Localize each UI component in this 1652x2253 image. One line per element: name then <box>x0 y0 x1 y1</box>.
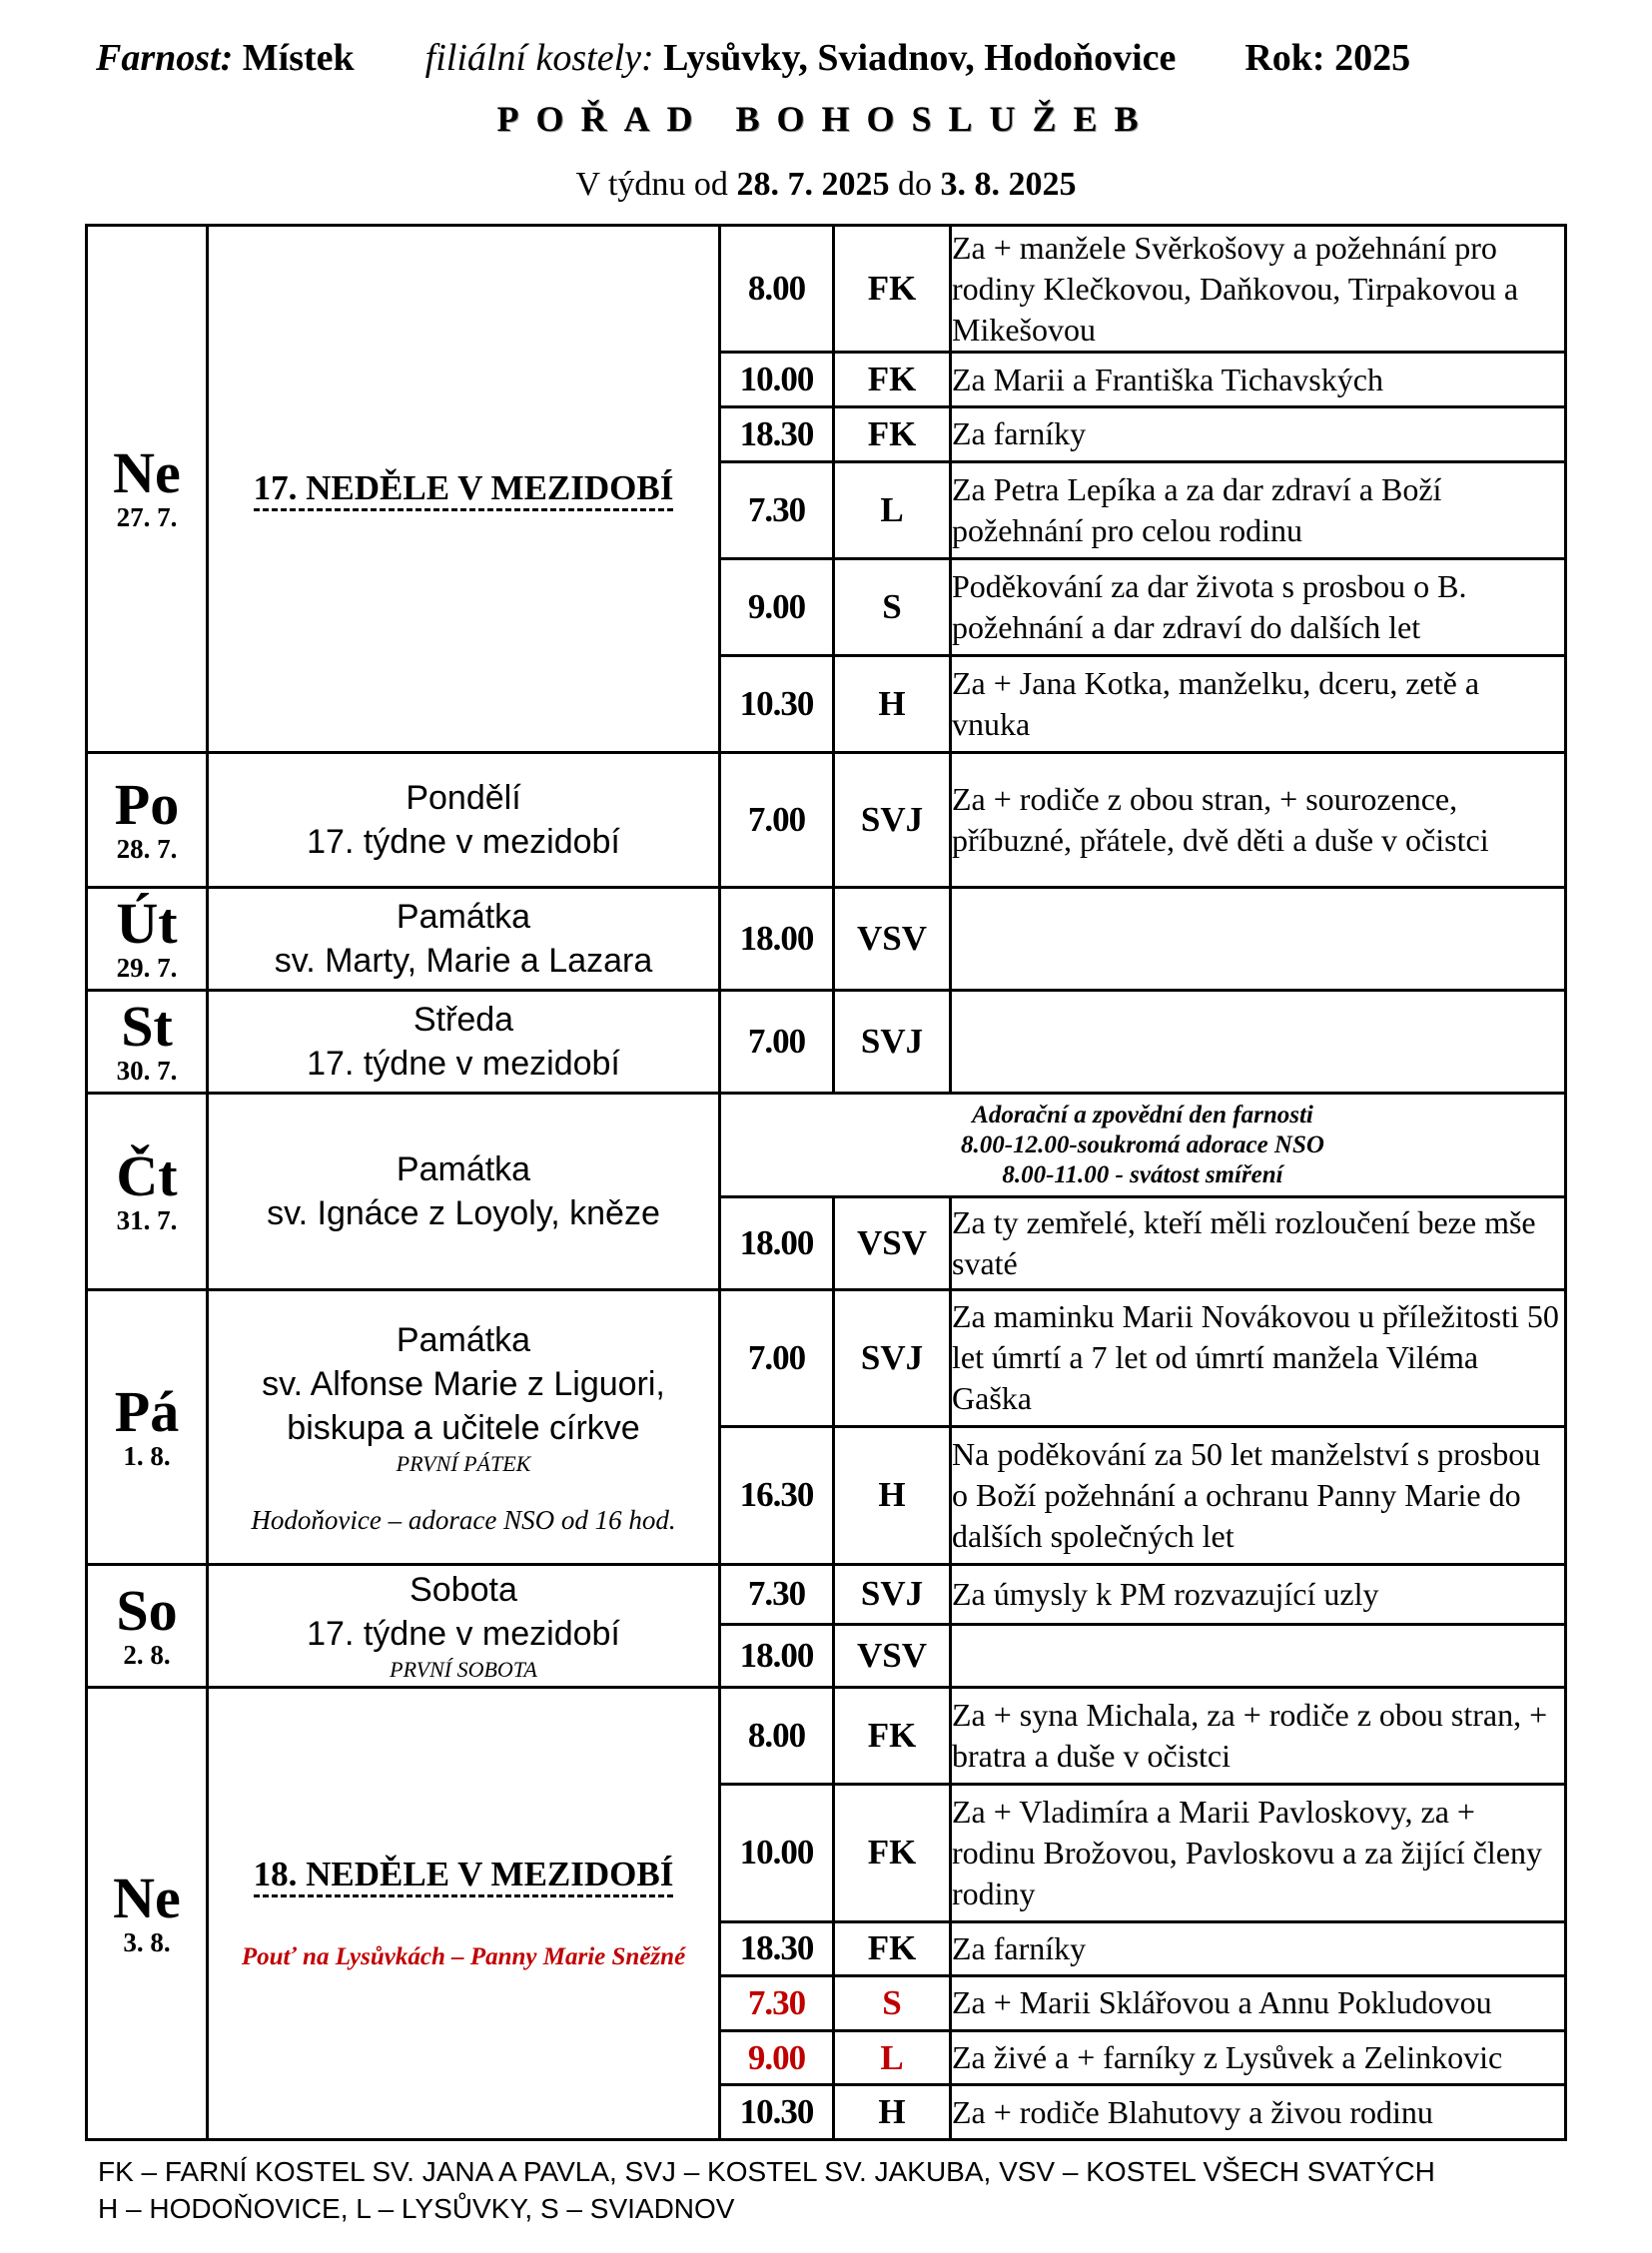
mass-church: FK <box>834 226 951 353</box>
feast-line: 17. týdne v mezidobí <box>307 1045 620 1084</box>
mass-intention: Za + rodiče z obou stran, + sourozence, příbuzné, přátele, dvě děti a duše v očistci <box>951 752 1566 887</box>
page-title: POŘAD BOHOSLUŽEB <box>496 99 1156 139</box>
feast-small-note: PRVNÍ SOBOTA <box>390 1656 537 1682</box>
mass-time: 9.00 <box>720 558 834 655</box>
mass-intention <box>951 1625 1566 1688</box>
mass-time: 7.30 <box>720 1976 834 2031</box>
mass-church: VSV <box>834 1625 951 1688</box>
week-mid: do <box>897 166 932 203</box>
mass-time: 10.30 <box>720 655 834 752</box>
filial-names: Lysůvky, Sviadnov, Hodoňovice <box>663 37 1177 79</box>
mass-time: 7.00 <box>720 991 834 1094</box>
mass-church: SVJ <box>834 1564 951 1625</box>
mass-church: S <box>834 558 951 655</box>
mass-intention <box>951 991 1566 1094</box>
mass-church: H <box>834 1427 951 1565</box>
day-date: 31. 7. <box>116 1205 178 1236</box>
feast-line: biskupa a učitele církve <box>287 1408 640 1447</box>
table-row <box>87 1094 1566 1196</box>
feast-line: Sobota <box>410 1570 517 1609</box>
feast-small-note: PRVNÍ PÁTEK <box>396 1450 531 1476</box>
legend-footer <box>98 2153 1435 2227</box>
day-cell-so <box>87 1564 208 1687</box>
day-date: 1. 8. <box>123 1440 171 1471</box>
feast-line: Pondělí <box>406 779 521 817</box>
mass-time: 10.30 <box>720 2085 834 2140</box>
feast-note: Hodoňovice – adorace NSO od 16 hod. <box>251 1504 676 1535</box>
mass-church: VSV <box>834 1196 951 1289</box>
week-from: 28. 7. 2025 <box>736 166 890 203</box>
schedule-table <box>85 224 1567 2141</box>
day-cell-pa <box>87 1289 208 1564</box>
feast-line: 17. týdne v mezidobí <box>307 823 620 861</box>
day-date: 28. 7. <box>116 834 178 864</box>
mass-intention: Za ty zemřelé, kteří měli rozloučení beze mše svaté <box>951 1196 1566 1289</box>
feast-title: 18. NEDĚLE V MEZIDOBÍ <box>254 1855 674 1897</box>
table-row <box>87 888 1566 991</box>
mass-time: 18.00 <box>720 1625 834 1688</box>
mass-intention: Za + rodiče Blahutovy a živou rodinu <box>951 2085 1566 2140</box>
day-abbr: Pá <box>114 1378 180 1444</box>
day-date: 29. 7. <box>116 953 178 984</box>
feast-red-note: Pouť na Lysůvkách – Panny Marie Sněžné <box>241 1943 686 1971</box>
feast-cell <box>208 1094 720 1289</box>
mass-church: H <box>834 655 951 752</box>
day-date: 27. 7. <box>116 502 178 533</box>
mass-intention: Poděkování za dar života s prosbou o B. požehnání a dar zdraví do dalších let <box>951 558 1566 655</box>
mass-time: 7.30 <box>720 1564 834 1625</box>
mass-time: 8.00 <box>720 226 834 353</box>
mass-time: 18.30 <box>720 406 834 461</box>
mass-intention: Za úmysly k PM rozvazující uzly <box>951 1564 1566 1625</box>
mass-time: 9.00 <box>720 2030 834 2085</box>
table-row <box>87 991 1566 1094</box>
mass-church: FK <box>834 406 951 461</box>
day-abbr: St <box>121 994 173 1060</box>
mass-time: 18.00 <box>720 1196 834 1289</box>
filial-label: filiální kostely: <box>424 37 654 79</box>
mass-church: L <box>834 461 951 558</box>
mass-church: S <box>834 1976 951 2031</box>
mass-intention: Za + Jana Kotka, manželku, dceru, zetě a vnuka <box>951 655 1566 752</box>
mass-intention: Za Marii a Františka Tichavských <box>951 353 1566 407</box>
mass-church: L <box>834 2030 951 2085</box>
special-event <box>720 1094 1566 1196</box>
mass-church: FK <box>834 353 951 407</box>
header-line <box>96 36 1574 80</box>
mass-time: 10.00 <box>720 1785 834 1922</box>
mass-intention: Za + Vladimíra a Marii Pavloskovy, za + rodinu Brožovou, Pavloskovu a za žijící členy rodiny <box>951 1785 1566 1922</box>
feast-title: 17. NEDĚLE V MEZIDOBÍ <box>254 468 674 511</box>
day-cell-ne-27 <box>87 226 208 753</box>
week-prefix: V týdnu od <box>575 166 728 203</box>
feast-line: sv. Alfonse Marie z Liguori, <box>262 1364 665 1403</box>
mass-church: FK <box>834 1785 951 1922</box>
feast-cell <box>208 226 720 753</box>
special-line: Adorační a zpovědní den farnosti <box>972 1101 1313 1128</box>
table-row <box>87 1687 1566 1784</box>
parish-name: Místek <box>242 37 355 79</box>
table-row <box>87 226 1566 353</box>
feast-line: sv. Ignáce z Loyoly, kněze <box>267 1194 660 1233</box>
mass-intention: Za farníky <box>951 1921 1566 1976</box>
mass-intention: Za + Marii Sklářovou a Annu Pokludovou <box>951 1976 1566 2031</box>
day-cell-ne-3 <box>87 1687 208 2139</box>
feast-line: Památka <box>396 1320 531 1359</box>
mass-church: SVJ <box>834 991 951 1094</box>
legend-line: FK – FARNÍ KOSTEL SV. JANA A PAVLA, SVJ – KOSTEL SV. JAKUBA, VSV – KOSTEL VŠECH SVATÝCH <box>98 2156 1435 2187</box>
mass-time: 8.00 <box>720 1687 834 1784</box>
mass-church: FK <box>834 1687 951 1784</box>
mass-time: 7.00 <box>720 1289 834 1427</box>
table-row <box>87 1564 1566 1625</box>
day-abbr: Ne <box>113 1865 181 1930</box>
year-label: Rok: 2025 <box>1244 37 1411 79</box>
mass-intention: Za Petra Lepíka a za dar zdraví a Boží požehnání pro celou rodinu <box>951 461 1566 558</box>
day-cell-st <box>87 991 208 1094</box>
feast-line: Středa <box>413 1001 514 1040</box>
day-abbr: So <box>116 1577 178 1643</box>
mass-intention <box>951 888 1566 991</box>
feast-cell <box>208 752 720 887</box>
mass-time: 7.30 <box>720 461 834 558</box>
mass-church: SVJ <box>834 752 951 887</box>
table-row <box>87 752 1566 887</box>
day-cell-po <box>87 752 208 887</box>
feast-cell <box>208 888 720 991</box>
feast-line: Památka <box>396 1150 531 1189</box>
day-abbr: Čt <box>116 1143 178 1209</box>
feast-line: 17. týdne v mezidobí <box>307 1614 620 1653</box>
mass-intention: Na poděkování za 50 let manželství s prosbou o Boží požehnání a ochranu Panny Marie do dalších společných let <box>951 1427 1566 1565</box>
feast-cell <box>208 1564 720 1687</box>
week-to: 3. 8. 2025 <box>940 166 1077 203</box>
day-date: 2. 8. <box>123 1639 171 1670</box>
feast-cell <box>208 1289 720 1564</box>
mass-intention: Za farníky <box>951 406 1566 461</box>
mass-time: 18.00 <box>720 888 834 991</box>
day-date: 30. 7. <box>116 1056 178 1087</box>
mass-intention: Za živé a + farníky z Lysůvek a Zelinkovic <box>951 2030 1566 2085</box>
day-abbr: Út <box>116 891 178 957</box>
table-row <box>87 1289 1566 1427</box>
week-range <box>0 166 1652 204</box>
mass-time: 7.00 <box>720 752 834 887</box>
mass-intention: Za + syna Michala, za + rodiče z obou stran, + bratra a duše v očistci <box>951 1687 1566 1784</box>
mass-church: VSV <box>834 888 951 991</box>
day-cell-ut <box>87 888 208 991</box>
legend-line: H – HODOŇOVICE, L – LYSŮVKY, S – SVIADNOV <box>98 2193 735 2224</box>
mass-church: FK <box>834 1921 951 1976</box>
day-cell-ct <box>87 1094 208 1289</box>
feast-line: Památka <box>396 898 531 937</box>
feast-cell <box>208 991 720 1094</box>
mass-time: 10.00 <box>720 353 834 407</box>
feast-cell <box>208 1687 720 2139</box>
mass-church: SVJ <box>834 1289 951 1427</box>
feast-line: sv. Marty, Marie a Lazara <box>274 942 653 981</box>
mass-church: H <box>834 2085 951 2140</box>
day-date: 3. 8. <box>123 1926 171 1957</box>
mass-intention: Za + manžele Svěrkošovy a požehnání pro rodiny Klečkovou, Daňkovou, Tirpakovou a Mikešovou <box>951 226 1566 353</box>
parish-label: Farnost: <box>96 37 234 79</box>
day-abbr: Po <box>114 772 180 837</box>
mass-intention: Za maminku Marii Novákovou u příležitosti 50 let úmrtí a 7 let od úmrtí manžela Viléma Gaška <box>951 1289 1566 1427</box>
mass-time: 18.30 <box>720 1921 834 1976</box>
special-line: 8.00-12.00-soukromá adorace NSO <box>961 1130 1324 1158</box>
special-line: 8.00-11.00 - svátost smíření <box>1002 1160 1283 1188</box>
day-abbr: Ne <box>113 440 181 506</box>
mass-time: 16.30 <box>720 1427 834 1565</box>
